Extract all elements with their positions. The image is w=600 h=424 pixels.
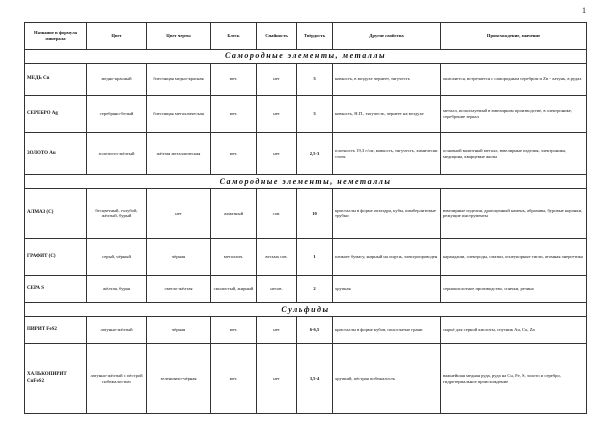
table-cell: нет bbox=[257, 317, 297, 344]
table-cell: пачкает бумагу, жирный на ощупь, электропроводен bbox=[333, 238, 441, 275]
column-header: Цвет bbox=[87, 23, 147, 50]
minerals-table bbox=[24, 22, 587, 414]
table-cell: ювелирные изделия, драгоценный камень, абразивы, буровые коронки, режущие инструменты bbox=[441, 189, 587, 239]
column-header: Другие свойства bbox=[333, 23, 441, 50]
table-cell: нет bbox=[257, 133, 297, 175]
table-cell: СЕРА S bbox=[25, 276, 87, 303]
table-cell: СЕРЕБРО Ag bbox=[25, 95, 87, 132]
table-cell: хрупкий, пёстрая побежалость bbox=[333, 344, 441, 414]
column-header: Блеск bbox=[211, 23, 257, 50]
table-cell: сов. bbox=[257, 189, 297, 239]
table-row bbox=[25, 276, 587, 303]
table-cell: ХАЛЬКОПИРИТ CuFeS2 bbox=[25, 344, 87, 414]
section-row bbox=[25, 303, 587, 317]
table-cell: мет. bbox=[211, 95, 257, 132]
table-cell: важнейшая медная руда, руда на Cu, Fe, S, золото и серебро, гидротермальное происхождение bbox=[441, 344, 587, 414]
table-cell: сернокислотное производство, спички, резина bbox=[441, 276, 587, 303]
table-cell: ковкость, Н.П., тягучесть, чернеет на воздухе bbox=[333, 95, 441, 132]
table-cell: ЗОЛОТО Au bbox=[25, 133, 87, 175]
table-cell: нет bbox=[257, 63, 297, 95]
section-row bbox=[25, 175, 587, 189]
table-cell: АЛМАЗ (С) bbox=[25, 189, 87, 239]
table-row bbox=[25, 344, 587, 414]
table-cell: серый, чёрный bbox=[87, 238, 147, 275]
table-cell: ПИРИТ FeS2 bbox=[25, 317, 87, 344]
table-row bbox=[25, 238, 587, 275]
table-cell: весьма сов. bbox=[257, 238, 297, 275]
table-cell: мет. bbox=[211, 317, 257, 344]
table-row bbox=[25, 95, 587, 132]
table-cell: сырьё для серной кислоты, спутник Au, Cu, Zn bbox=[441, 317, 587, 344]
column-header: Цвет черты bbox=[147, 23, 211, 50]
column-header: Происхождение, значение bbox=[441, 23, 587, 50]
table-row bbox=[25, 317, 587, 344]
table-cell: МЕДЬ Cu bbox=[25, 63, 87, 95]
table-cell: чёрная bbox=[147, 317, 211, 344]
table-cell: мет. bbox=[211, 133, 257, 175]
table-cell: металлич. bbox=[211, 238, 257, 275]
table-cell: смолистый, жирный bbox=[211, 276, 257, 303]
table-cell: карандаши, электроды, смазки, огнеупорные тигли, атомная энергетика bbox=[441, 238, 587, 275]
table-cell: 6-6,5 bbox=[297, 317, 333, 344]
table-cell: окисляется, встречается с самородным серебром и Zn - латунь, в рудах bbox=[441, 63, 587, 95]
table-cell: бесцветный, голубой, жёлтый, бурый bbox=[87, 189, 147, 239]
table-row bbox=[25, 63, 587, 95]
table-cell: нет bbox=[257, 344, 297, 414]
table-cell: медно-красный bbox=[87, 63, 147, 95]
table-row bbox=[25, 189, 587, 239]
table-cell: латунно-жёлтый с пёстрой побежалостью bbox=[87, 344, 147, 414]
table-cell: кристаллы в форме октаэдра, кубы, кимберлитовые трубки bbox=[333, 189, 441, 239]
table-cell: 2 bbox=[297, 276, 333, 303]
table-cell: мет. bbox=[211, 344, 257, 414]
table-cell: 1 bbox=[297, 238, 333, 275]
table-cell: кристаллы в форме кубов, полосчатые грани bbox=[333, 317, 441, 344]
column-header: Спайность bbox=[257, 23, 297, 50]
table-cell: хрупкая bbox=[333, 276, 441, 303]
table-cell: чёрная bbox=[147, 238, 211, 275]
column-header: Название и формула минерала bbox=[25, 23, 87, 50]
table-cell: блестящая металлическая bbox=[147, 95, 211, 132]
table-cell: зеленовато-чёрная bbox=[147, 344, 211, 414]
header-row bbox=[25, 23, 587, 50]
table-cell: металл, используемый в ювелирном производстве, в электронике, серебрение зеркал bbox=[441, 95, 587, 132]
table-cell: алмазный bbox=[211, 189, 257, 239]
table-cell: светло-жёлтая bbox=[147, 276, 211, 303]
table-cell: 3 bbox=[297, 95, 333, 132]
table-cell: жёлтая металлическая bbox=[147, 133, 211, 175]
section-title: Сульфиды bbox=[25, 303, 587, 317]
table-cell: золотисто-жёлтый bbox=[87, 133, 147, 175]
table-cell: блестящая медно-красная bbox=[147, 63, 211, 95]
table-cell: латунно-жёлтый bbox=[87, 317, 147, 344]
column-header: Твёрдость bbox=[297, 23, 333, 50]
section-title: Самородные элементы, металлы bbox=[25, 50, 587, 64]
table-cell: основной валютный металл, ювелирные изделия, электроника, медицина, кварцевые жилы bbox=[441, 133, 587, 175]
table-cell: ГРАФИТ (С) bbox=[25, 238, 87, 275]
table-cell: 3,5-4 bbox=[297, 344, 333, 414]
table-cell: плотность 19,3 г/см, ковкость, тягучесть, химически стоек bbox=[333, 133, 441, 175]
table-cell: несов. bbox=[257, 276, 297, 303]
table-cell: нет bbox=[257, 95, 297, 132]
section-title: Самородные элементы, неметаллы bbox=[25, 175, 587, 189]
table-cell: 2,5-3 bbox=[297, 133, 333, 175]
table-cell: мет. bbox=[211, 63, 257, 95]
table-row bbox=[25, 133, 587, 175]
section-row bbox=[25, 50, 587, 64]
table-cell: серебряно-белый bbox=[87, 95, 147, 132]
table-cell: ковкость, в воздухе чернеет, тягучесть bbox=[333, 63, 441, 95]
table-cell: нет bbox=[147, 189, 211, 239]
table-cell: жёлтая, бурая bbox=[87, 276, 147, 303]
page-number: 1 bbox=[582, 6, 586, 15]
table-cell: 3 bbox=[297, 63, 333, 95]
table-cell: 10 bbox=[297, 189, 333, 239]
